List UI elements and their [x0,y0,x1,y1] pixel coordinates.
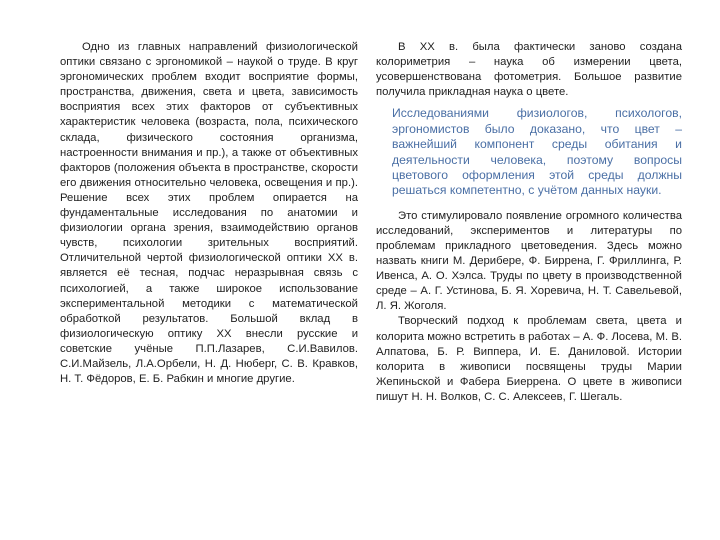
paragraph-research: Это стимулировало появление огромного количества исследований, экспериментов и литературы по проблемам прикладного цветоведения. Здесь можно назвать книги М. Дерибере, Ф. Биррена, Г. Фриллинга, Р. Ивенса, А. О. Хэлса. Труды по цвету в производственной среде – А. Г. Устинова, Б. Я. Хоревича, Н. Т. Савельевой, Л. Я. Жоголя. [376,209,682,313]
highlighted-quote: Исследованиями физиологов, психологов, эргономистов было доказано, что цвет – важнейший компонент среды обитания и деятельности человека, поэтому вопросы цветового оформления этой среды должны решаться компетентно, с учётом данных науки. [392,106,682,198]
paragraph-ergonomics: Одно из главных направлений физиологической оптики связано с эргономикой – наукой о труде. В круг эргономических проблем входит восприятие формы, пространства, движения, света и цвета, зависимость восприятия всех этих факторов от субъективных характеристик человека (возраста, пола, психического склада, физического состояния организма, настроенности внимания и пр.), а также от объективных факторов (положения объекта в пространстве, скорости его движения относительно человека, освещения и пр.). Решение всех этих проблем опирается на фундаментальные исследования по анатомии и физиологии органа зрения, взаимодействию органов чувств, психологии зрительных восприятий. Отличительной чертой физиологической оптики XX в. является её тесная, подчас неразрывная связь с психологией, а также широкое использование экспериментальной методики с математической обработкой результатов. Большой вклад в физиологическую оптику XX внесли русские и советские учёные П.П.Лазарев, С.И.Вавилов. С.И.Майзель, Л.А.Орбели, Н. Д. Нюберг, С. В. Кравков, Н. Т. Фёдоров, Е. Б. Рабкин и многие другие. [60,41,358,386]
paragraph-creative-approach: Творческий подход к проблемам света, цвета и колорита можно встретить в работах – А. Ф. Лосева, М. В. Алпатова, Б. Р. Виппера, И. Е. Даниловой. Истории колорита в живописи посвящены труды Марии Жепиньской и Фабера Биеррена. О цвете в живописи пишут Н. Н. Волков, С. С. Алексеев, Г. Шегаль. [376,315,682,403]
paragraph-colorimetry: В XX в. была фактически заново создана колориметрия – наука об измерении цвета, усовершенствована фотометрия. Большое развитие получила прикладная наука о цвете. [376,41,682,99]
right-column [376,40,682,405]
left-column [60,40,358,387]
